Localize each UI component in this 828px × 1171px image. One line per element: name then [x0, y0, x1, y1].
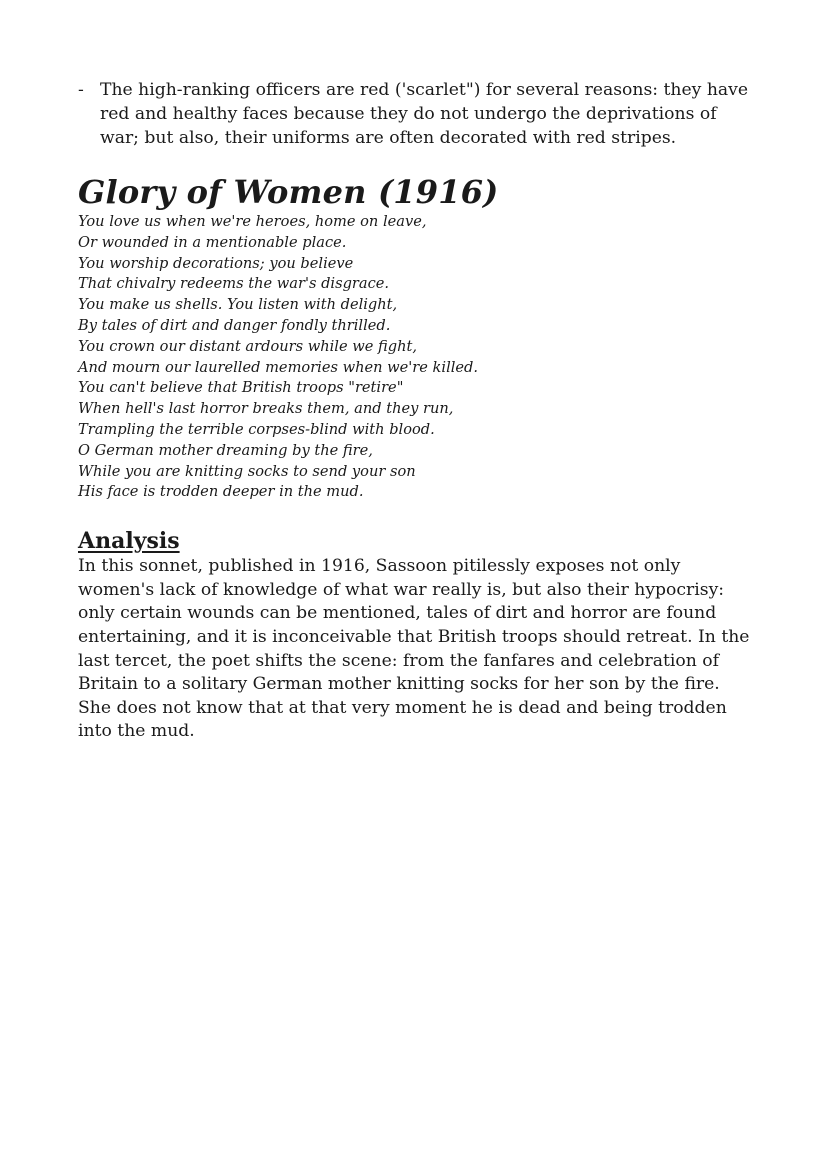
- poem-line: You crown our distant ardours while we fight,: [78, 337, 417, 355]
- poem-line: When hell's last horror breaks them, and they run,: [78, 400, 454, 418]
- poem-line: That chivalry redeems the war's disgrace.: [78, 275, 390, 293]
- poem-line: You love us when we're heroes, home on leave,: [78, 213, 427, 230]
- bullet-text: The high-ranking officers are red ('scarlet") for several reasons: they have red and healthy faces because they do not undergo the deprivations of war; but also, their uniforms are often decorated with red stripes.: [100, 80, 749, 148]
- bullet-item: [78, 78, 750, 150]
- analysis-body: In this sonnet, published in 1916, Sassoon pitilessly exposes not only women's lack of knowledge of what war really is, but also their hypocrisy: only certain wounds can be mentioned, tales of dirt and horror are found entertaining, and it is inconceivable that British troops should retreat. In the last tercet, the poet shifts the scene: from the fanfares and celebration of Britain to a solitary German mother knitting socks for her son by the fire. She does not know that at that very moment he is dead and being trodden into the mud.: [78, 556, 750, 742]
- poem-line: You make us shells. You listen with delight,: [78, 296, 398, 314]
- poem-lines: [78, 212, 750, 503]
- poem-line: While you are knitting socks to send your son: [78, 462, 416, 480]
- poem-line: You worship decorations; you believe: [78, 254, 354, 272]
- poem-line: Trampling the terrible corpses-blind with blood.: [78, 420, 435, 438]
- bullet-marker: -: [78, 80, 84, 100]
- poem-line: And mourn our laurelled memories when we're killed.: [78, 358, 479, 376]
- poem-line: Or wounded in a mentionable place.: [78, 233, 347, 251]
- poem-line: By tales of dirt and danger fondly thrilled.: [78, 316, 391, 334]
- poem-line: His face is trodden deeper in the mud.: [78, 483, 364, 501]
- analysis-heading: Analysis: [78, 528, 180, 555]
- poem-line: O German mother dreaming by the fire,: [78, 441, 373, 459]
- document-page: [78, 78, 750, 744]
- poem-title: Glory of Women (1916): [78, 173, 499, 211]
- poem-line: You can't believe that British troops "retire": [78, 379, 404, 397]
